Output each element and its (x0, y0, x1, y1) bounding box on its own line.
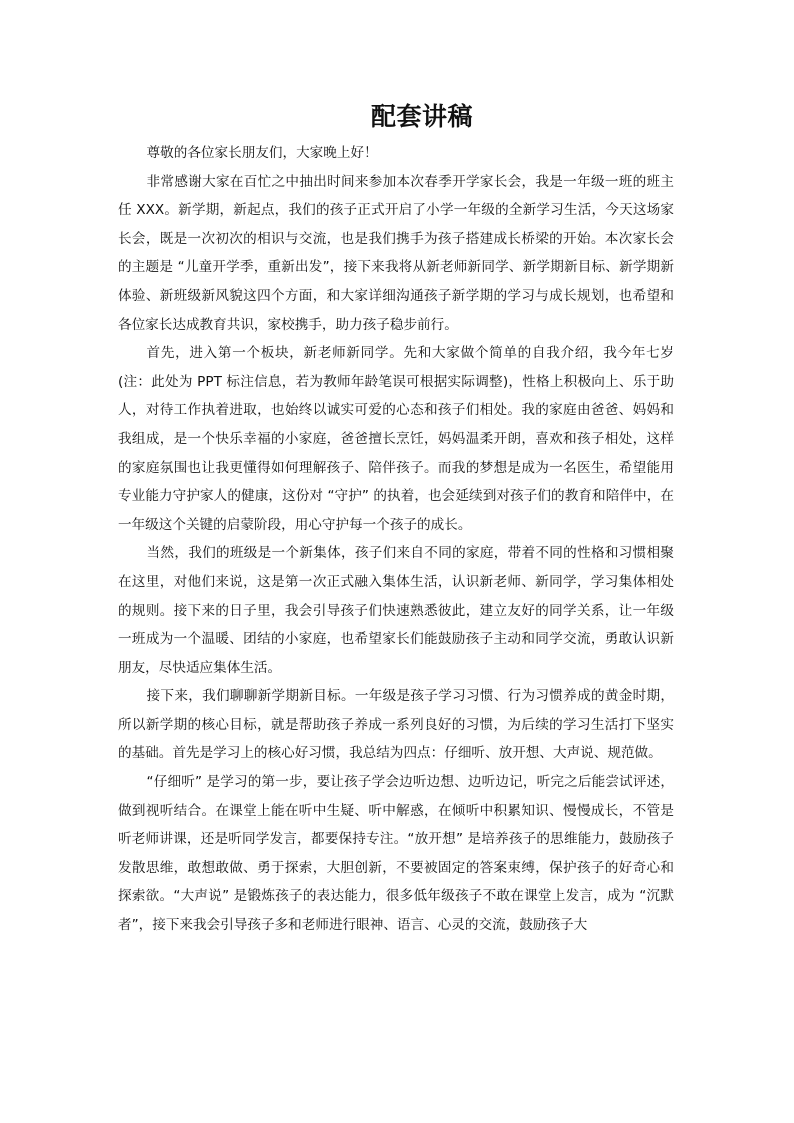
paragraph-new-teacher: 首先，进入第一个板块，新老师新同学。先和大家做个简单的自我介绍，我今年七岁(注：此处为 PPT 标注信息，若为教师年龄笔误可根据实际调整)，性格上积极向上、乐于助人，对待工作执着进取，也始终以诚实可爱的心态和孩子们相处。我的家庭由爸爸、妈妈和我组成，是一个快乐幸福的小家庭，爸爸擅长烹饪，妈妈温柔开朗，喜欢和孩子相处，这样的家庭氛围也让我更懂得如何理解孩子、陪伴孩子。而我的梦想是成为一名医生，希望能用专业能力守护家人的健康，这份对 “守护” 的执着，也会延续到对孩子们的教育和陪伴中，在一年级这个关键的启蒙阶段，用心守护每一个孩子的成长。 (118, 345, 674, 533)
paragraph-study-habits: “仔细听” 是学习的第一步，要让孩子学会边听边想、边听边记，听完之后能尝试评述，做到视听结合。在课堂上能在听中生疑、听中解惑，在倾听中积累知识、慢慢成长，不管是听老师讲课，还是听同学发言，都要保持专注。“放开想” 是培养孩子的思维能力，鼓励孩子发散思维，敢想敢做、勇于探索，大胆创新，不要被固定的答案束缚，保护孩子的好奇心和探索欲。“大声说” 是锻炼孩子的表达能力，很多低年级孩子不敢在课堂上发言，成为 “沉默者”，接下来我会引导孩子多和老师进行眼神、语言、心灵的交流，鼓励孩子大 (118, 774, 674, 934)
paragraph-introduction: 非常感谢大家在百忙之中抽出时间来参加本次春季开学家长会，我是一年级一班的班主任 XXX。新学期，新起点，我们的孩子正式开启了小学一年级的全新学习生活，今天这场家长会，既是一次初次的相识与交流，也是我们携手为孩子搭建成长桥梁的开始。本次家长会的主题是 “儿童开学季，重新出发”，接下来我将从新老师新同学、新学期新目标、新学期新体验、新班级新风貌这四个方面，和大家详细沟通孩子新学期的学习与成长规划，也希望和各位家长达成教育共识，家校携手，助力孩子稳步前行。 (118, 173, 674, 333)
paragraph-new-goals: 接下来，我们聊聊新学期新目标。一年级是孩子学习习惯、行为习惯养成的黄金时期，所以新学期的核心目标，就是帮助孩子养成一系列良好的习惯，为后续的学习生活打下坚实的基础。首先是学习上的核心好习惯，我总结为四点：仔细听、放开想、大声说、规范做。 (118, 688, 674, 762)
paragraph-new-classmates: 当然，我们的班级是一个新集体，孩子们来自不同的家庭，带着不同的性格和习惯相聚在这里，对他们来说，这是第一次正式融入集体生活，认识新老师、新同学，学习集体相处的规则。接下来的日子里，我会引导孩子们快速熟悉彼此，建立友好的同学关系，让一年级一班成为一个温暖、团结的小家庭，也希望家长们能鼓励孩子主动和同学交流，勇敢认识新朋友，尽快适应集体生活。 (118, 545, 674, 676)
document-title: 配套讲稿 (370, 102, 473, 131)
document-body (118, 139, 674, 940)
paragraph-greeting: 尊敬的各位家长朋友们，大家晚上好！ (146, 145, 378, 161)
